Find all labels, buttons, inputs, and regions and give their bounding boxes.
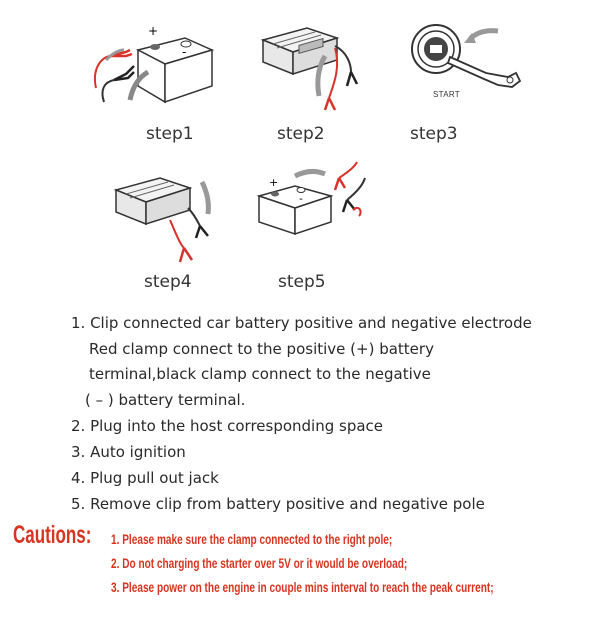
instruction-1-line2: Red clamp connect to the positive (+) battery: [89, 340, 434, 358]
step2-label: step2: [277, 124, 325, 144]
step5-label: step5: [278, 272, 326, 292]
instruction-5: 5. Remove clip from battery positive and negative pole: [71, 495, 485, 513]
cautions-title: Cautions:: [13, 521, 92, 549]
instruction-4: 4. Plug pull out jack: [71, 469, 219, 487]
step1-illustration: [90, 20, 225, 115]
start-label: START: [433, 90, 460, 99]
instruction-1: 1. Clip connected car battery positive and negative electrode: [71, 314, 532, 332]
instruction-2: 2. Plug into the host corresponding space: [71, 417, 384, 435]
step3-label: step3: [410, 124, 458, 144]
step1-label: step1: [146, 124, 194, 144]
step4-illustration: [110, 168, 225, 268]
instruction-1-line4: ( – ) battery terminal.: [85, 391, 246, 409]
step4-label: step4: [144, 272, 192, 292]
step3-illustration: [400, 15, 530, 95]
caution-1: 1. Please make sure the clamp connected to the right pole;: [111, 531, 393, 547]
step2-illustration: [255, 18, 365, 113]
step5-illustration: [255, 160, 375, 240]
svg-text:+: +: [269, 176, 279, 189]
caution-2: 2. Do not charging the starter over 5V or it would be overload;: [111, 555, 408, 571]
instruction-3: 3. Auto ignition: [71, 443, 186, 461]
svg-text:+: +: [148, 24, 159, 38]
svg-text:-: -: [299, 192, 303, 205]
instruction-1-line3: terminal,black clamp connect to the negative: [89, 365, 431, 383]
caution-3: 3. Please power on the engine in couple mins interval to reach the peak current;: [111, 579, 494, 595]
svg-text:-: -: [182, 45, 187, 59]
